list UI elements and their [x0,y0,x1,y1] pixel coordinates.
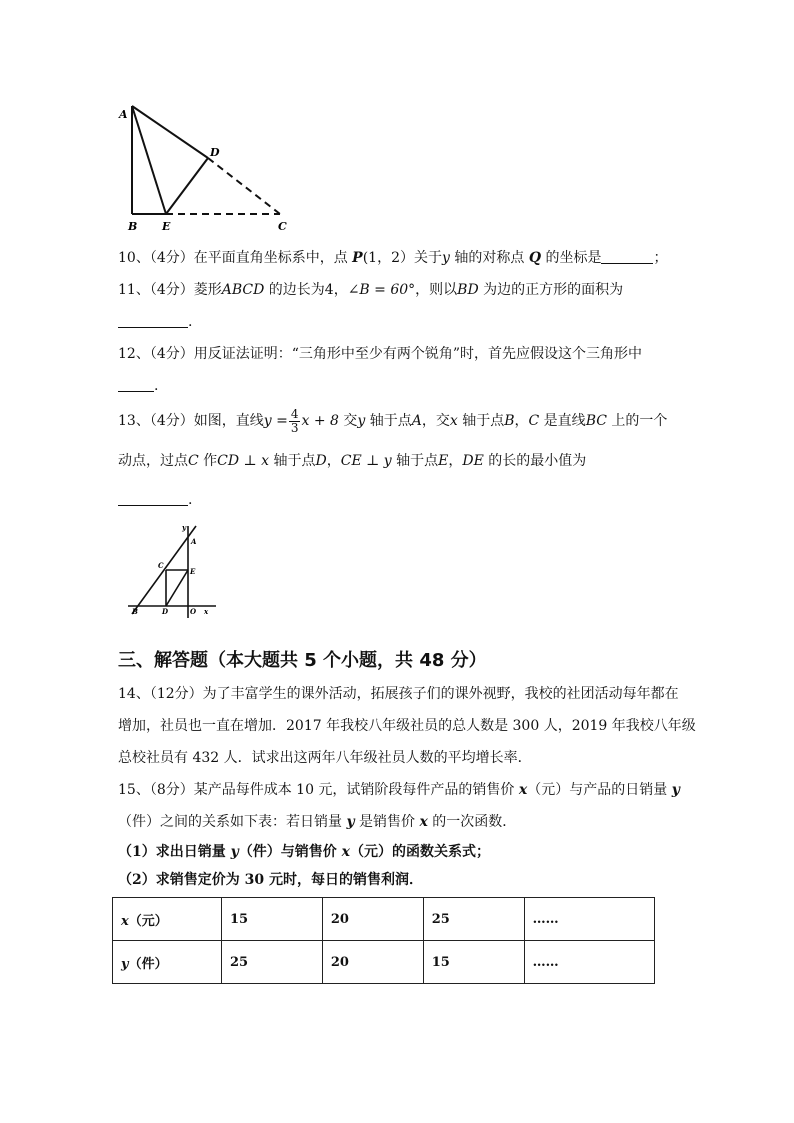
table-row [113,898,655,941]
question-10: 10、（4分）在平面直角坐标系中，点 P(1，2）关于y 轴的对称点 Q 的坐标是 ； [118,250,668,266]
table-cell: 25 [222,941,323,984]
question-12-answer-line: . [118,376,158,396]
table-row [113,941,655,984]
question-13: 13、（4分）如图，直线y = $\frac{4}{3}$ x + 8 交y 轴于点A，交x 轴于点B，C 是直线BC 上的一个 [118,406,668,435]
table-cell: 20 [322,941,423,984]
segment-ad [132,106,208,158]
label-a: A [191,537,197,546]
segment-dc-dashed [208,158,280,214]
answer-blank[interactable] [118,377,154,392]
table-cell: …… [524,941,654,984]
label-b: B [132,607,138,616]
question-13-line-2: 动点，过点C 作CD ⊥ x 轴于点D，CE ⊥ y 轴于点E，DE 的长的最小值为 [118,453,587,469]
label-a: A [119,108,128,121]
fraction: $\frac{4}{3}$ [290,406,299,435]
label-y: y [182,523,187,532]
label-d: D [210,146,220,159]
table-cell: 15 [222,898,323,941]
row-header: y（件） [113,941,222,984]
question-11: 11、（4分）菱形ABCD 的边长为4，∠B = 60°，则以BD 为边的正方形的面积为 [118,282,624,298]
label-d: D [162,607,169,616]
answer-blank[interactable] [601,249,653,264]
price-volume-table [112,897,655,984]
label-e: E [162,220,171,233]
coordinate-figure [126,520,222,620]
segment-ae [132,106,166,214]
section-heading: 三、解答题（本大题共 5 个小题，共 48 分） [118,650,487,671]
answer-blank[interactable] [118,491,188,506]
question-14-line-3: 总校社员有 432 人．试求出这两年八年级社员人数的平均增长率． [118,750,532,766]
table-cell: 15 [423,941,524,984]
table-cell: 25 [423,898,524,941]
label-e: E [190,567,196,576]
question-14-line-1: 14、（12分）为了丰富学生的课外活动，拓展孩子们的课外视野，我校的社团活动每年都在 [118,686,679,702]
label-x: x [204,607,209,616]
segment-de [166,570,188,606]
question-15-sub-2: （2）求销售定价为 30 元时，每日的销售利润． [118,872,423,888]
label-c: C [278,220,287,233]
label-b: B [128,220,138,233]
question-15-sub-1: （1）求出日销量 y（件）与销售价 x（元）的函数关系式； [118,844,490,860]
table-cell: …… [524,898,654,941]
answer-blank[interactable] [118,313,188,328]
label-c: C [158,561,164,570]
label-o: O [190,607,197,616]
table-cell: 20 [322,898,423,941]
segment-ed [166,158,208,214]
row-header: x（元） [113,898,222,941]
question-15-line-2: （件）之间的关系如下表：若日销量 y 是销售价 x 的一次函数． [118,814,517,830]
question-15-line-1: 15、（8分）某产品每件成本 10 元，试销阶段每件产品的销售价 x（元）与产品的日销量 y [118,782,680,798]
triangle-figure [118,100,298,238]
question-11-answer-line: . [118,312,192,332]
question-13-answer-line: . [118,490,192,510]
question-12: 12、（4分）用反证法证明：“三角形中至少有两个锐角”时，首先应假设这个三角形中 [118,346,643,362]
question-14-line-2: 增加，社员也一直在增加．2017 年我校八年级社员的总人数是 300 人，2019 年我校八年级 [118,718,696,734]
